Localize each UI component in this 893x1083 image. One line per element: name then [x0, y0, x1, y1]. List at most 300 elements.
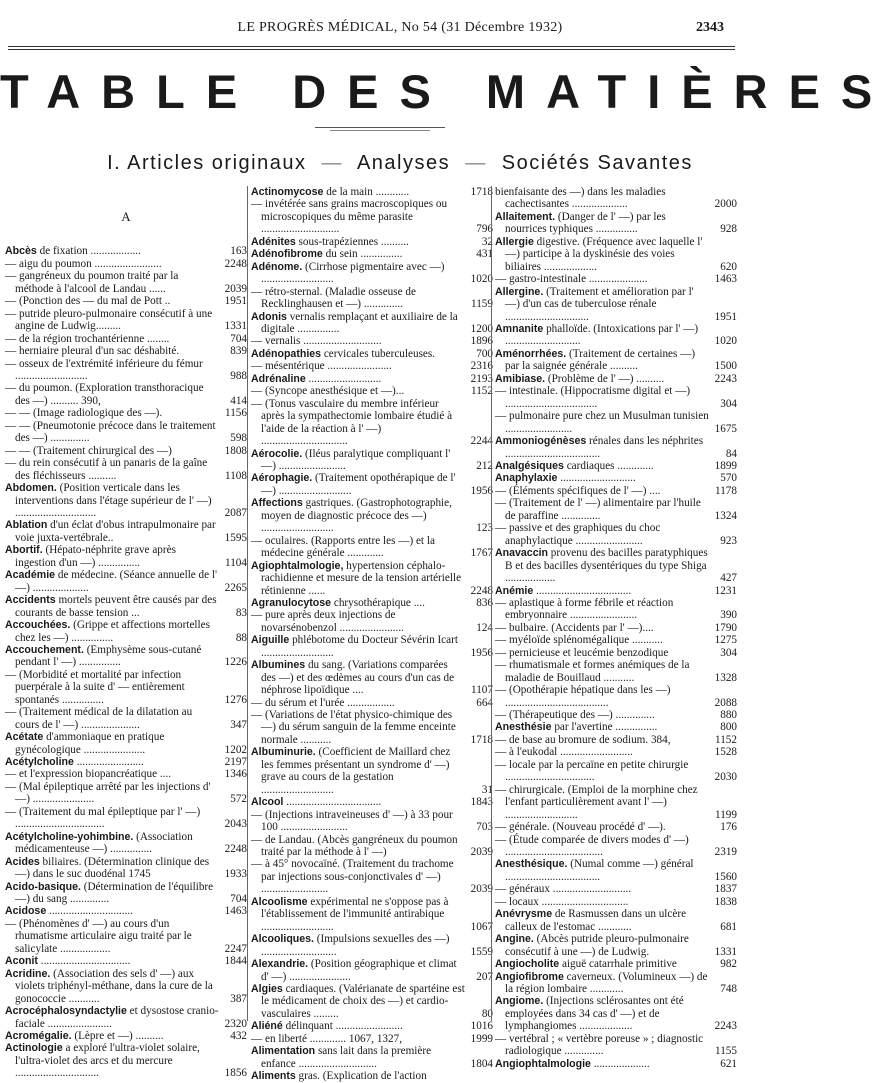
index-entry	[251, 697, 493, 709]
entry-headword: Agranulocytose	[251, 596, 332, 609]
entry-headword: Allergie	[495, 235, 534, 248]
entry-page-number: 1528	[714, 746, 737, 759]
entry-text: — herniaire pleural d'un sac déshabité.	[5, 345, 180, 358]
index-entry	[495, 647, 737, 659]
entry-page-number: 31	[481, 783, 493, 796]
entry-text: de Rasmussen dans un ulcère calleux de l'estomac ............	[505, 908, 687, 933]
entry-text: ..........................	[305, 372, 382, 385]
index-entry	[251, 497, 493, 534]
entry-page-number: 1463	[714, 273, 737, 286]
entry-text: de la main ............	[323, 186, 410, 198]
entry-page-number: 2248	[470, 584, 493, 597]
index-entry	[495, 883, 737, 895]
index-entry	[251, 335, 493, 347]
entry-page-number: 1155	[715, 1045, 737, 1058]
entry-page-number: 2243	[714, 372, 737, 385]
index-entry	[251, 933, 493, 958]
entry-text: — rhumatismale et formes anémiques de la maladie de Bouillaud ...........	[495, 659, 690, 684]
entry-page-number: 2087	[224, 506, 247, 519]
entry-text: de fixation ..................	[36, 245, 141, 258]
entry-page-number: 1838	[714, 895, 737, 908]
entry-text: (Position verticale dans les interventions dans l'étage supérieur de l' —) .............................	[15, 482, 212, 519]
entry-page-number: 664	[476, 696, 493, 709]
entry-page-number: 414	[230, 394, 247, 407]
index-entry	[495, 597, 737, 622]
index-entry	[251, 746, 493, 796]
entry-text: — à 45° novocaïné. (Traitement du trachome par injections sous-conjonctivales d' —) ........................	[251, 858, 454, 896]
entry-text: digestive. (Fréquence avec laquelle l' —) participe à la dyskinésie des voies biliaires ...................	[505, 235, 703, 273]
entry-page-number: 1200	[470, 322, 493, 335]
entry-text: (Abcès putride pleuro-pulmonaire consécutif à une —) de Ludwig.	[505, 933, 689, 958]
entry-text: — osseux de l'extrémité inférieure du fémur ..........................	[5, 357, 203, 382]
entry-page-number: 1951	[714, 310, 737, 323]
entry-text: — — (Image radiologique des —).	[5, 407, 163, 420]
page-title: TABLE DES MATIÈRES	[0, 65, 893, 118]
entry-text: — (Traitement de l' —) alimentaire par l'huile de paraffine ..............	[495, 497, 701, 522]
entry-text: — (Ponction des — du mal de Pott ..	[5, 295, 171, 308]
entry-text: (Impulsions sexuelles des —) ...........................	[261, 933, 450, 958]
entry-text: vernalis remplaçant et auxiliaire de la digitale ...............	[261, 310, 458, 335]
entry-headword: Acidose	[5, 905, 47, 918]
index-column-3	[495, 186, 737, 1070]
section-dash: —	[465, 152, 487, 174]
index-entry	[495, 460, 737, 472]
entry-page-number: 1331	[714, 945, 737, 958]
entry-page-number: 2039	[470, 846, 493, 859]
entry-page-number: 1790	[714, 621, 737, 634]
entry-page-number: 1463	[224, 905, 247, 918]
entry-page-number: 431	[476, 248, 493, 261]
entry-headword: Adénome.	[251, 260, 303, 273]
entry-headword: Aliéné	[251, 1020, 283, 1033]
entry-page-number: 620	[720, 260, 737, 273]
index-entry	[495, 684, 737, 709]
entry-text: aiguë catarrhale primitive	[559, 958, 677, 971]
header-rule-thin	[8, 49, 735, 50]
entry-page-number: 80	[481, 1007, 493, 1020]
entry-page-number: 572	[230, 793, 247, 806]
entry-text: cardiaques. (Valérianate de spartéine est le médicament de choix des —) et cardio-vasculaires .........	[261, 983, 465, 1020]
entry-text: ..................................	[533, 584, 632, 597]
index-entry	[5, 308, 247, 333]
index-entry	[251, 834, 493, 859]
entry-page-number: 427	[720, 572, 737, 585]
index-letter-heading: A	[121, 209, 131, 224]
index-entry	[495, 1058, 737, 1070]
entry-text: — locale par la percaïne en petite chirurgie ................................	[495, 758, 689, 784]
entry-page-number: 570	[720, 472, 737, 485]
entry-page-number: 796	[476, 223, 493, 236]
index-entry	[251, 448, 493, 473]
entry-text: — vertébral ; « vertèbre poreuse » ; diagnostic radiologique ..............	[495, 1032, 704, 1058]
entry-headword: Amnanite	[495, 322, 544, 335]
entry-headword: Abcès	[5, 245, 37, 258]
entry-headword: Amibiase.	[495, 372, 546, 385]
page-number: 2343	[696, 20, 724, 35]
entry-headword: Acromégalie.	[5, 1030, 72, 1042]
running-title: LE PROGRÈS MÉDICAL, No 54 (31 Décembre 1932)	[237, 20, 563, 35]
entry-page-number: 1152	[471, 385, 493, 398]
index-entry	[495, 522, 737, 547]
entry-headword: Angiocholite	[495, 958, 560, 971]
index-entry	[495, 485, 737, 497]
entry-headword: Actinomycose	[251, 186, 324, 198]
index-entry	[495, 373, 737, 385]
index-entry	[251, 1020, 493, 1032]
index-entry	[5, 806, 247, 831]
index-entry	[251, 1070, 493, 1082]
entry-page-number: 1020	[470, 273, 493, 286]
entry-headword: Aiguille	[251, 634, 290, 647]
entry-headword: Acétate	[5, 731, 44, 744]
index-entry	[5, 295, 247, 307]
entry-headword: Abdomen.	[5, 482, 57, 495]
entry-page-number: 836	[476, 596, 493, 609]
entry-page-number: 2243	[714, 1020, 737, 1033]
entry-page-number: 2265	[224, 581, 247, 594]
entry-page-number: 982	[720, 958, 737, 971]
index-entry	[495, 709, 737, 721]
entry-page-number: 124	[476, 621, 493, 634]
entry-text: (Association médicamenteuse —) ...............	[15, 830, 193, 856]
index-entry	[251, 958, 493, 983]
entry-headword: Alcoolisme	[251, 895, 308, 908]
index-entry	[5, 457, 247, 482]
entry-page-number: 163	[230, 245, 247, 258]
entry-headword: Anavaccin	[495, 547, 548, 560]
entry-text: — invétérée sans grains macroscopiques ou microscopiques du même parasite ............................	[251, 198, 448, 236]
entry-text: (Traitement et amélioration par l' —) d'un cas de tuberculose rénale ..............................	[505, 285, 694, 323]
entry-headword: Acétylcholine-yohimbine.	[5, 830, 134, 843]
entry-page-number: 1843	[470, 796, 493, 809]
entry-page-number: 923	[720, 534, 737, 547]
entry-page-number: 83	[235, 606, 247, 619]
entry-page-number: 928	[720, 223, 737, 236]
entry-page-number: 1016	[470, 1020, 493, 1033]
index-entry	[495, 385, 737, 410]
index-column-2	[251, 186, 493, 1083]
entry-text: ....................	[590, 1057, 650, 1070]
index-entry	[5, 781, 247, 806]
entry-text: sous-trapéziennes ..........	[295, 235, 409, 248]
entry-page-number: 2043	[224, 818, 247, 831]
index-entry	[251, 1045, 493, 1070]
entry-page-number: 304	[720, 646, 737, 659]
entry-page-number: 2320	[224, 1017, 247, 1030]
entry-headword: Accidents	[5, 594, 56, 607]
entry-page-number: 1999	[470, 1032, 493, 1045]
entry-text: — de la région trochantérienne ........	[5, 332, 170, 345]
entry-text: — en liberté ............. 1067, 1327,	[251, 1032, 403, 1045]
entry-text: (Lèpre et —) ..........	[71, 1030, 164, 1042]
entry-text: phlébotome du Docteur Sévérin Icart ..........................	[261, 634, 458, 659]
entry-text: — du rein consécutif à un panaris de la gaîne des fléchisseurs ..........	[5, 457, 208, 482]
entry-page-number: 1718	[470, 733, 493, 746]
entry-text: — aplastique à forme fébrile et réaction embryonnaire ........................	[495, 596, 674, 622]
index-entry	[5, 482, 247, 519]
entry-text: de médecine. (Séance annuelle de l' —) ....................	[15, 569, 218, 594]
entry-text: chrysothérapique ....	[331, 596, 425, 609]
index-entry	[495, 734, 737, 746]
entry-text: mortels peuvent être causés par des courants de basse tension ...	[15, 594, 217, 619]
index-entry	[495, 211, 737, 236]
index-entry	[495, 273, 737, 285]
index-entry	[495, 858, 737, 883]
entry-text: — de Landau. (Abcès gangréneux du poumon traité par la méthode à l' —)	[251, 833, 458, 859]
entry-headword: Aérocolie.	[251, 447, 303, 460]
entry-text: bienfaisante des —) dans les maladies cachectisantes ....................	[495, 186, 666, 211]
entry-page-number: 1718	[470, 186, 493, 198]
entry-text: et dysostose cranio-faciale .......................	[15, 1005, 219, 1030]
index-entry	[495, 472, 737, 484]
entry-headword: Académie	[5, 569, 56, 582]
entry-text: ................................	[37, 955, 131, 968]
entry-page-number: 1107	[471, 684, 493, 697]
entry-headword: Adénopathies	[251, 347, 322, 360]
entry-page-number: 2248	[224, 843, 247, 856]
entry-page-number: 800	[720, 721, 737, 734]
index-entry	[5, 407, 247, 419]
entry-page-number: 2316	[470, 360, 493, 373]
entry-headword: Adénofibrome	[251, 248, 323, 261]
index-entry	[5, 905, 247, 917]
entry-headword: Adonis	[251, 310, 287, 323]
index-entry	[5, 756, 247, 768]
entry-text: — de base au bromure de sodium. 384,	[495, 733, 671, 746]
entry-text: — oculaires. (Rapports entre les —) et la médecine générale .............	[251, 534, 435, 560]
index-entry	[495, 634, 737, 646]
entry-page-number: 432	[230, 1030, 247, 1042]
index-entry	[5, 358, 247, 383]
index-entry	[251, 983, 493, 1020]
entry-text: gras. (Explication de l'action	[295, 1070, 427, 1083]
entry-headword: Alcool	[251, 796, 284, 809]
section-part-articles: Articles originaux	[127, 152, 307, 174]
entry-text: — rétro-sternal. (Maladie osseuse de Recklinghausen et —) ..............	[251, 285, 416, 311]
entry-page-number: 2247	[224, 942, 247, 955]
entry-page-number: 1067	[470, 920, 493, 933]
entry-headword: Acido-basique.	[5, 880, 81, 893]
index-entry	[495, 958, 737, 970]
entry-headword: Algies	[251, 983, 283, 995]
entry-text: par l'avertine ...............	[551, 721, 658, 734]
index-entry	[5, 1042, 247, 1079]
index-entry	[495, 759, 737, 784]
index-entry	[251, 261, 493, 286]
entry-text: — et l'expression biopancréatique ....	[5, 768, 172, 781]
entry-page-number: 1837	[714, 883, 737, 896]
entry-text: ..............................	[46, 905, 133, 918]
index-entry	[251, 709, 493, 746]
entry-headword: Accouchement.	[5, 643, 84, 656]
entry-text: — (Étude comparée de divers modes d' —) ...................................	[495, 833, 689, 859]
entry-page-number: 1275	[714, 634, 737, 647]
entry-page-number: 1500	[714, 360, 737, 373]
index-entry	[495, 971, 737, 996]
entry-text: (Coefficient de Maillard chez les femmes présentant un syndrome d' —) grave au cours de la gestation ..........................	[261, 746, 451, 796]
entry-headword: Acridine.	[5, 967, 51, 980]
entry-page-number: 390	[720, 609, 737, 622]
entry-page-number: 880	[720, 709, 737, 722]
index-entry	[5, 420, 247, 445]
entry-text: — (Traitement du mal épileptique par l' —) ................................	[5, 805, 201, 831]
entry-page-number: 1896	[470, 335, 493, 348]
entry-text: — (Mal épileptique arrêté par les injections d' —) ......................	[5, 780, 211, 806]
index-entry	[251, 1033, 493, 1045]
entry-headword: Albumines	[251, 659, 306, 672]
entry-page-number: 304	[720, 397, 737, 410]
entry-text: biliaires. (Détermination clinique des —) dans le suc duodénal 1745	[15, 855, 210, 881]
index-column-1	[5, 192, 247, 1080]
entry-headword: Acrocéphalosyndactylie	[5, 1005, 127, 1018]
index-entry	[251, 609, 493, 634]
index-entry	[251, 535, 493, 560]
index-entry	[495, 186, 737, 211]
entry-text: — généraux ............................	[495, 883, 632, 896]
index-entry	[5, 669, 247, 706]
entry-page-number: 2244	[470, 435, 493, 448]
entry-page-number: 1199	[715, 808, 737, 821]
entry-text: — à l'eukodal ..........................	[495, 746, 633, 759]
entry-text: (Traitement opothérapique de l' —) ..........................	[261, 472, 456, 497]
entry-headword: Angiofibrome	[495, 970, 564, 983]
entry-text: — (Morbidité et mortalité par infection puerpérale à la suite d' — entièrement spontanés ...............	[5, 668, 185, 706]
entry-page-number: 123	[476, 522, 493, 535]
entry-text: (Cirrhose pigmentaire avec —) ..........................	[261, 260, 445, 286]
index-entry	[495, 746, 737, 758]
index-entry	[495, 908, 737, 933]
entry-page-number: 704	[230, 893, 247, 906]
entry-page-number: 1956	[470, 646, 493, 659]
entry-headword: Adénites	[251, 235, 296, 248]
index-entry	[5, 382, 247, 407]
entry-text: d'un éclat d'obus intrapulmonaire par voie juxta-vertébrale..	[15, 519, 216, 544]
entry-text: d'ammoniaque en pratique gynécologique ......................	[15, 731, 165, 756]
entry-page-number: 1844	[224, 955, 247, 968]
entry-text: ........................	[73, 756, 144, 769]
section-part-societes: Sociétés Savantes	[501, 152, 693, 174]
index-entry	[495, 323, 737, 348]
index-entry	[495, 348, 737, 373]
entry-text: (Problème de l' —) ..........	[545, 372, 665, 385]
column-divider	[247, 186, 248, 1021]
entry-page-number: 2030	[714, 771, 737, 784]
entry-page-number: 681	[720, 920, 737, 933]
entry-text: — myéloïde splénomégalique ...........	[495, 634, 663, 647]
entry-text: cardiaques .............	[563, 459, 654, 472]
index-entry	[5, 333, 247, 345]
entry-text: rénales dans les néphrites ..................................	[505, 435, 704, 460]
entry-text: — chirurgicale. (Emploi de la morphine chez l'enfant particulièrement avant l' —) ..........................	[495, 783, 698, 821]
index-entry	[495, 995, 737, 1032]
entry-text: cervicales tuberculeuses.	[321, 347, 436, 360]
running-head	[0, 20, 800, 38]
entry-text: — aigu du poumon ........................	[5, 257, 162, 270]
index-entry	[5, 968, 247, 1005]
entry-page-number: 1104	[225, 556, 247, 569]
entry-headword: Aconit	[5, 955, 38, 968]
entry-headword: Aménorrhées.	[495, 347, 567, 360]
entry-page-number: 2088	[714, 696, 737, 709]
section-part-analyses: Analyses	[356, 152, 451, 174]
entry-text: — bulbaire. (Accidents par l' —)....	[495, 621, 654, 634]
entry-page-number: 1331	[224, 320, 247, 333]
index-entry	[5, 644, 247, 669]
index-entry	[495, 286, 737, 323]
index-entry	[5, 918, 247, 955]
index-entry	[251, 348, 493, 360]
entry-page-number: 1675	[714, 422, 737, 435]
entry-text: — (Phénomènes d' —) au cours d'un rhumatisme articulaire aigu traité par le salicylate ..................	[5, 917, 192, 955]
section-dash: —	[321, 152, 344, 174]
entry-headword: Angine.	[495, 933, 534, 946]
entry-text: caverneux. (Volumineux —) de la région lombaire ............	[505, 970, 708, 995]
entry-text: du sein ...............	[322, 248, 403, 261]
index-entry	[5, 1005, 247, 1030]
index-entry	[495, 821, 737, 833]
index-entry	[251, 896, 493, 933]
index-entry	[5, 569, 247, 594]
index-entry	[495, 547, 737, 584]
entry-text: (Numal comme —) général ..................................	[505, 858, 694, 883]
entry-text: — gastro-intestinale .....................	[495, 273, 648, 286]
entry-headword: Analgésiques	[495, 459, 564, 472]
entry-text: — du sérum et l'urée .................	[251, 696, 395, 709]
index-entry	[5, 345, 247, 357]
entry-text: — du poumon. (Exploration transthoracique des —) .......... 390,	[5, 382, 204, 407]
index-entry	[5, 519, 247, 544]
entry-page-number: 1560	[714, 870, 737, 883]
entry-page-number: 703	[476, 821, 493, 834]
entry-text: — gangréneux du poumon traité par la méthode à l'alcool de Landau ......	[5, 270, 179, 295]
entry-headword: Anesthésique.	[495, 858, 568, 871]
entry-page-number: 176	[720, 821, 737, 834]
index-entry	[251, 360, 493, 372]
entry-text: — (Syncope anesthésique et —)...	[251, 385, 405, 398]
index-entry	[495, 933, 737, 958]
index-entry	[5, 544, 247, 569]
index-entry	[495, 659, 737, 684]
entry-page-number: 1156	[225, 407, 247, 420]
entry-page-number: 347	[230, 718, 247, 731]
entry-text: (Position géographique et climat d' —) ......................	[261, 958, 457, 983]
entry-page-number: 1202	[224, 743, 247, 756]
entry-headword: Allaitement.	[495, 210, 556, 223]
index-entry	[495, 721, 737, 733]
entry-text: (Danger de l' —) par les nourrices typhiques ...............	[505, 210, 666, 236]
entry-page-number: 387	[230, 992, 247, 1005]
entry-page-number: 1276	[224, 693, 247, 706]
entry-headword: Ablation	[5, 519, 48, 532]
entry-page-number: 1951	[224, 295, 247, 308]
section-numeral: I.	[107, 152, 122, 174]
entry-text: — générale. (Nouveau procédé d' —).	[495, 821, 666, 834]
index-entry	[251, 186, 493, 198]
entry-text: — (Variations de l'état physico-chimique des —) du sérum sanguin de la femme enceinte normale ...........	[251, 709, 456, 746]
entry-page-number: 1595	[224, 531, 247, 544]
entry-page-number: 2000	[714, 198, 737, 211]
index-entry	[251, 385, 493, 397]
entry-page-number: 1020	[714, 335, 737, 348]
index-entry	[251, 236, 493, 248]
entry-page-number: 1956	[470, 484, 493, 497]
section-heading	[0, 152, 800, 175]
entry-text: (Injections sclérosantes ont été employées dans 34 cas d' —) et de lymphangiomes ...................	[505, 995, 684, 1033]
entry-page-number: 1108	[225, 469, 247, 482]
index-entry	[5, 856, 247, 881]
index-entry	[5, 258, 247, 270]
entry-text: — (Tonus vasculaire du membre inférieur après la sympathectomie lombaire étudié à l'aide de la réaction à l' —) ...............................	[251, 397, 453, 448]
